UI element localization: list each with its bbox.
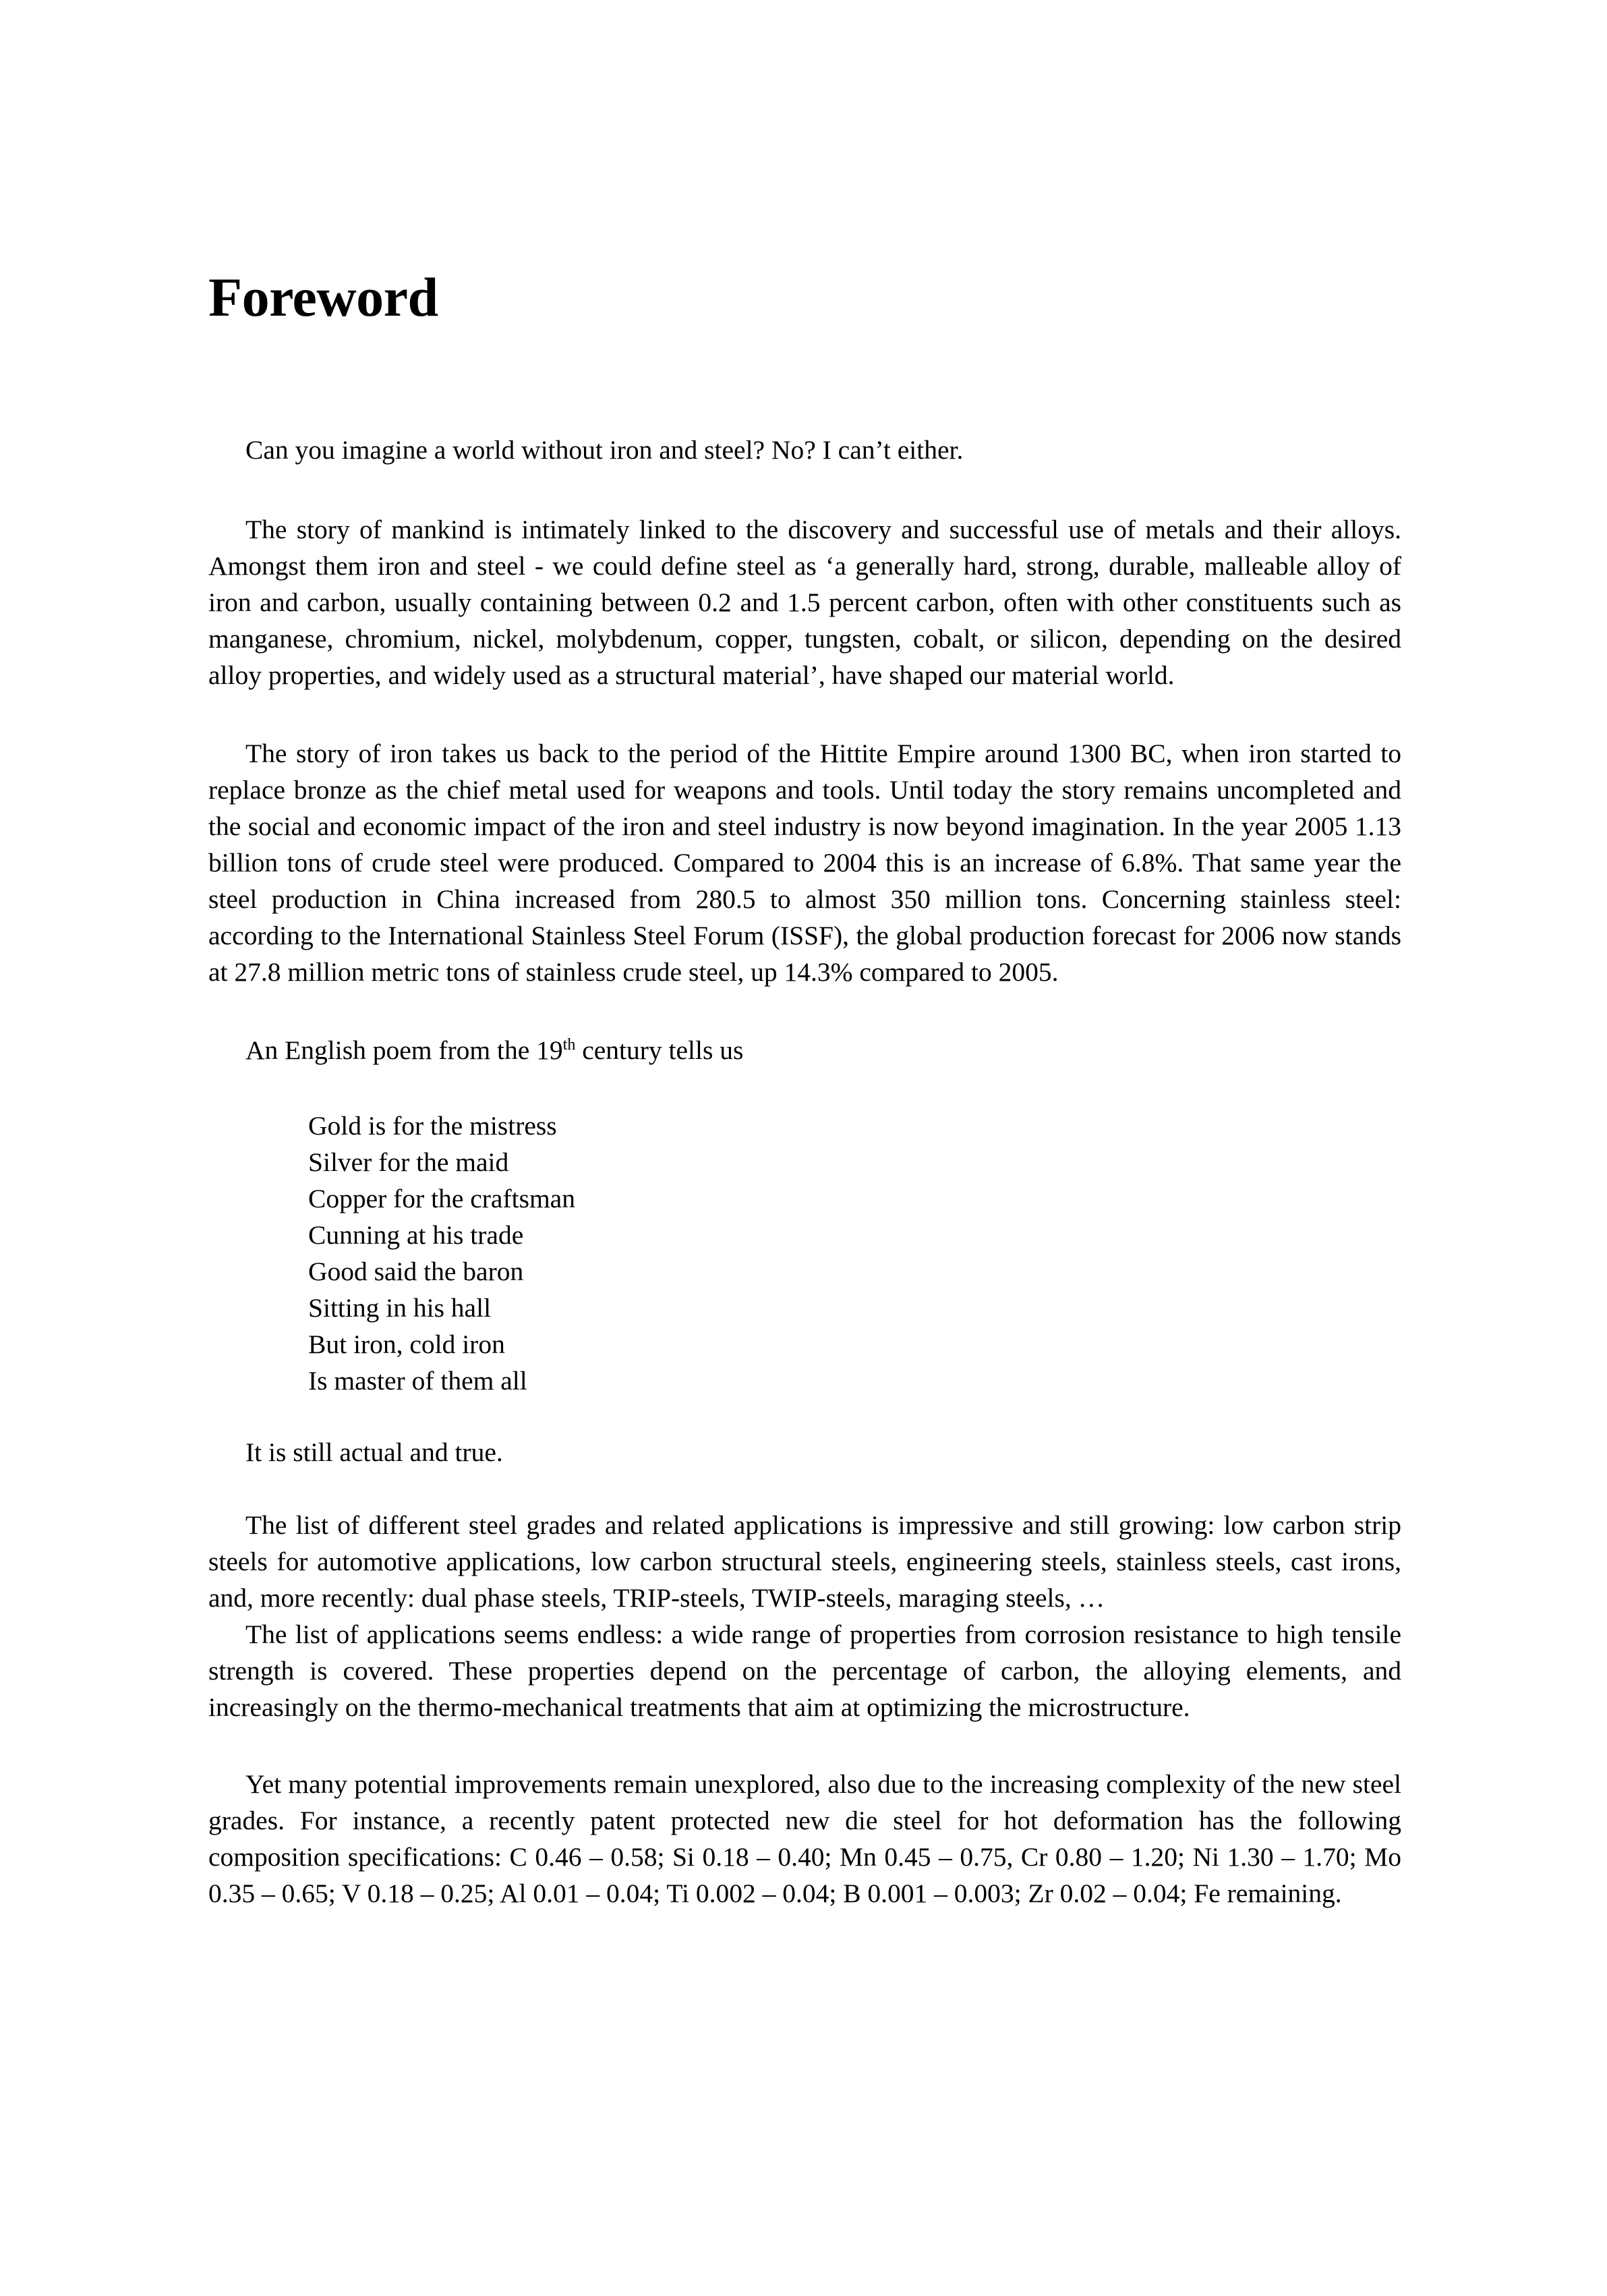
paragraph-spacer [208,730,1401,735]
poem-line: Silver for the maid [308,1147,509,1177]
paragraph-steel-grades: The list of different steel grades and related applications is impressive and still growing: low carbon strip steels for automotive applications, low carbon structural steels, engineering steels, stainless steels, cast irons, and, more recently: dual phase steels, TRIP-steels, TWIP-steels, maraging steels, … [208,1510,1401,1613]
poem-line: Good said the baron [308,1257,524,1286]
paragraph-intro: Can you imagine a world without iron and steel? No? I can’t either. [245,435,964,465]
paragraph-spacer [208,1725,1401,1766]
paragraph-spacer [208,1068,1401,1108]
paragraph-spacer [208,505,1401,511]
poem-block [208,1108,1401,1399]
paragraph-spacer [208,693,1401,730]
paragraph-spacer [208,468,1401,505]
poem-line: But iron, cold iron [308,1329,505,1359]
paragraph-spacer [208,1027,1401,1032]
poem-intro-text-end: century tells us [575,1035,744,1065]
paragraph-poem-intro [208,1032,1401,1068]
paragraph-improvements: Yet many potential improvements remain unexplored, also due to the increasing complexity of the new steel grades. For instance, a recently patent protected new die steel for hot deformation has the following composition specifications: C 0.46 – 0.58; Si 0.18 – 0.40; Mn 0.45 – 0.75, Cr 0.80 – 1.20; Ni 1.30 – 1.70; Mo 0.35 – 0.65; V 0.18 – 0.25; Al 0.01 – 0.04; Ti 0.002 – 0.04; B 0.001 – 0.003; Zr 0.02 – 0.04; Fe remaining. [208,1769,1401,1908]
paragraph-still-true: It is still actual and true. [245,1437,503,1467]
poem-intro-text: An English poem from the 19 [245,1035,563,1065]
poem-line: Gold is for the mistress [308,1111,557,1141]
paragraph-spacer [208,1470,1401,1507]
ordinal-superscript: th [562,1036,576,1054]
paragraph-iron-history: The story of iron takes us back to the period of the Hittite Empire around 1300 BC, when iron started to replace bronze as the chief metal used for weapons and tools. Until today the story remains uncompleted and the social and economic impact of the iron and steel industry is now beyond imagination. In the year 2005 1.13 billion tons of crude steel were produced. Compared to 2004 this is an increase of 6.8%. That same year the steel production in China increased from 280.5 to almost 350 million tons. Concerning stainless steel: according to the International Stainless Steel Forum (ISSF), the global production forecast for 2006 now stands at 27.8 million metric tons of stainless crude steel, up 14.3% compared to 2005. [208,739,1401,987]
paragraph-steel-definition: The story of mankind is intimately linked to the discovery and successful use of metals and their alloys. Amongst them iron and steel - we could define steel as ‘a generally hard, strong, durable, malleable alloy of iron and carbon, usually containing between 0.2 and 1.5 percent carbon, often with other constituents such as manganese, chromium, nickel, molybdenum, copper, tungsten, cobalt, or silicon, depending on the desired alloy properties, and widely used as a structural material’, have shaped our material world. [208,515,1401,690]
body-text [208,432,1401,1912]
paragraph-applications: The list of applications seems endless: a wide range of properties from corrosion resistance to high tensile strength is covered. These properties depend on the percentage of carbon, the alloying elements, and increasingly on the thermo-mechanical treatments that aim at optimizing the microstructure. [208,1619,1401,1722]
page-title: Foreword [208,266,438,328]
poem-line: Cunning at his trade [308,1220,524,1250]
poem-line: Is master of them all [308,1366,527,1396]
poem-line: Copper for the craftsman [308,1184,575,1213]
paragraph-spacer [208,1399,1401,1434]
poem-line: Sitting in his hall [308,1293,492,1323]
paragraph-spacer [208,990,1401,1027]
